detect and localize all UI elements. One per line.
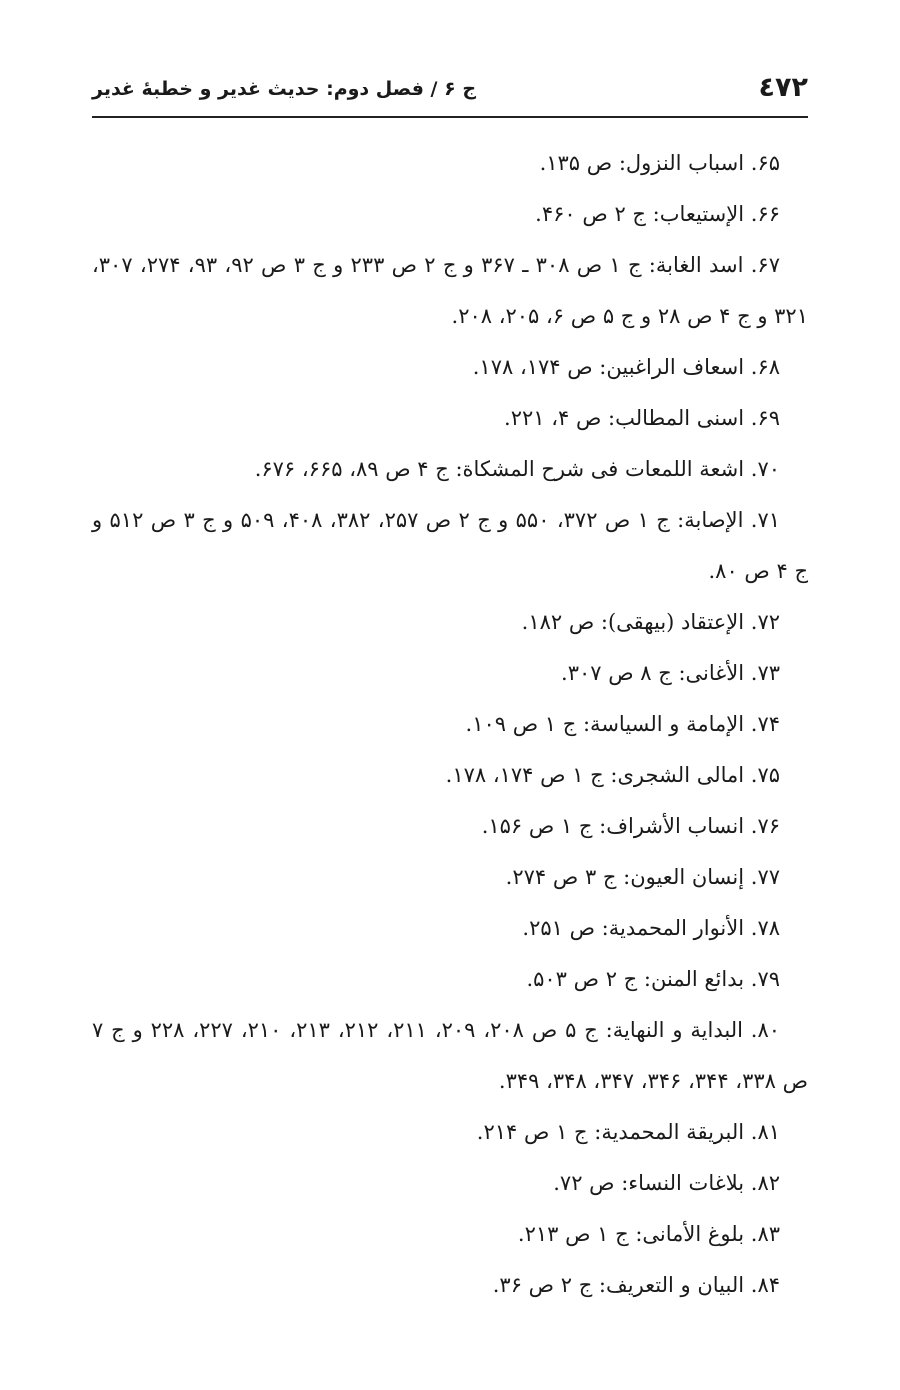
list-item: ۷۱. الإصابة: ج ۱ ص ۳۷۲، ۵۵۰ و ج ۲ ص ۲۵۷، ۳۸۲، ۴۰۸، ۵۰۹ و ج ۳ ص ۵۱۲ و ج ۴ ص ۸۰. [92, 508, 808, 583]
list-item: ۸۱. البريقة المحمدية: ج ۱ ص ۲۱۴. [476, 1120, 780, 1144]
list-item: ۸۰. البداية و النهاية: ج ۵ ص ۲۰۸، ۲۰۹، ۲۱۱، ۲۱۲، ۲۱۳، ۲۱۰، ۲۲۷، ۲۲۸ و ج ۷ ص ۳۳۸، ۳۴۴، ۳۴۶، ۳۴۷، ۳۴۸، ۳۴۹. [92, 1018, 808, 1093]
list-item: ۷۰. اشعة اللمعات فى شرح المشكاة: ج ۴ ص ۸۹، ۶۶۵، ۶۷۶. [254, 457, 780, 481]
list-item: ۶۸. اسعاف الراغبين: ص ۱۷۴، ۱۷۸. [472, 355, 780, 379]
header-rule [92, 116, 808, 118]
list-item: ۷۷. إنسان العيون: ج ۳ ص ۲۷۴. [505, 865, 780, 889]
list-item: ۸۴. البيان و التعريف: ج ۲ ص ۳۶. [492, 1273, 780, 1297]
list-item: ۶۵. اسباب النزول: ص ۱۳۵. [539, 151, 780, 175]
list-item: ۷۹. بدائع المنن: ج ۲ ص ۵۰۳. [526, 967, 780, 991]
list-item: ۷۵. امالى الشجرى: ج ۱ ص ۱۷۴، ۱۷۸. [445, 763, 780, 787]
list-item: ۷۸. الأنوار المحمدية: ص ۲۵۱. [522, 916, 780, 940]
list-item: ۶۹. اسنى المطالب: ص ۴، ۲۲۱. [504, 406, 780, 430]
list-item: ۷۴. الإمامة و السياسة: ج ۱ ص ۱۰۹. [465, 712, 780, 736]
page-number: ٤٧٢ [758, 72, 808, 103]
list-item: ۸۳. بلوغ الأمانى: ج ۱ ص ۲۱۳. [517, 1222, 780, 1246]
list-item: ۶۶. الإستيعاب: ج ۲ ص ۴۶۰. [535, 202, 780, 226]
list-item: ۷۳. الأغانى: ج ۸ ص ۳۰۷. [561, 661, 780, 685]
page-header [92, 70, 808, 114]
bibliography-list [92, 138, 808, 1311]
running-title: ج ۶ / فصل دوم: حديث غدير و خطبهٔ غدير [92, 78, 477, 100]
list-item: ۸۲. بلاغات النساء: ص ۷۲. [553, 1171, 780, 1195]
list-item: ۷۲. الإعتقاد (بيهقى): ص ۱۸۲. [521, 610, 780, 634]
list-item: ۷۶. انساب الأشراف: ج ۱ ص ۱۵۶. [481, 814, 780, 838]
list-item: ۶۷. اسد الغابة: ج ۱ ص ۳۰۸ ـ ۳۶۷ و ج ۲ ص ۲۳۳ و ج ۳ ص ۹۲، ۹۳، ۲۷۴، ۳۰۷، ۳۲۱ و ج ۴ ص ۲۸ و ج ۵ ص ۶، ۲۰۵، ۲۰۸. [92, 253, 808, 328]
